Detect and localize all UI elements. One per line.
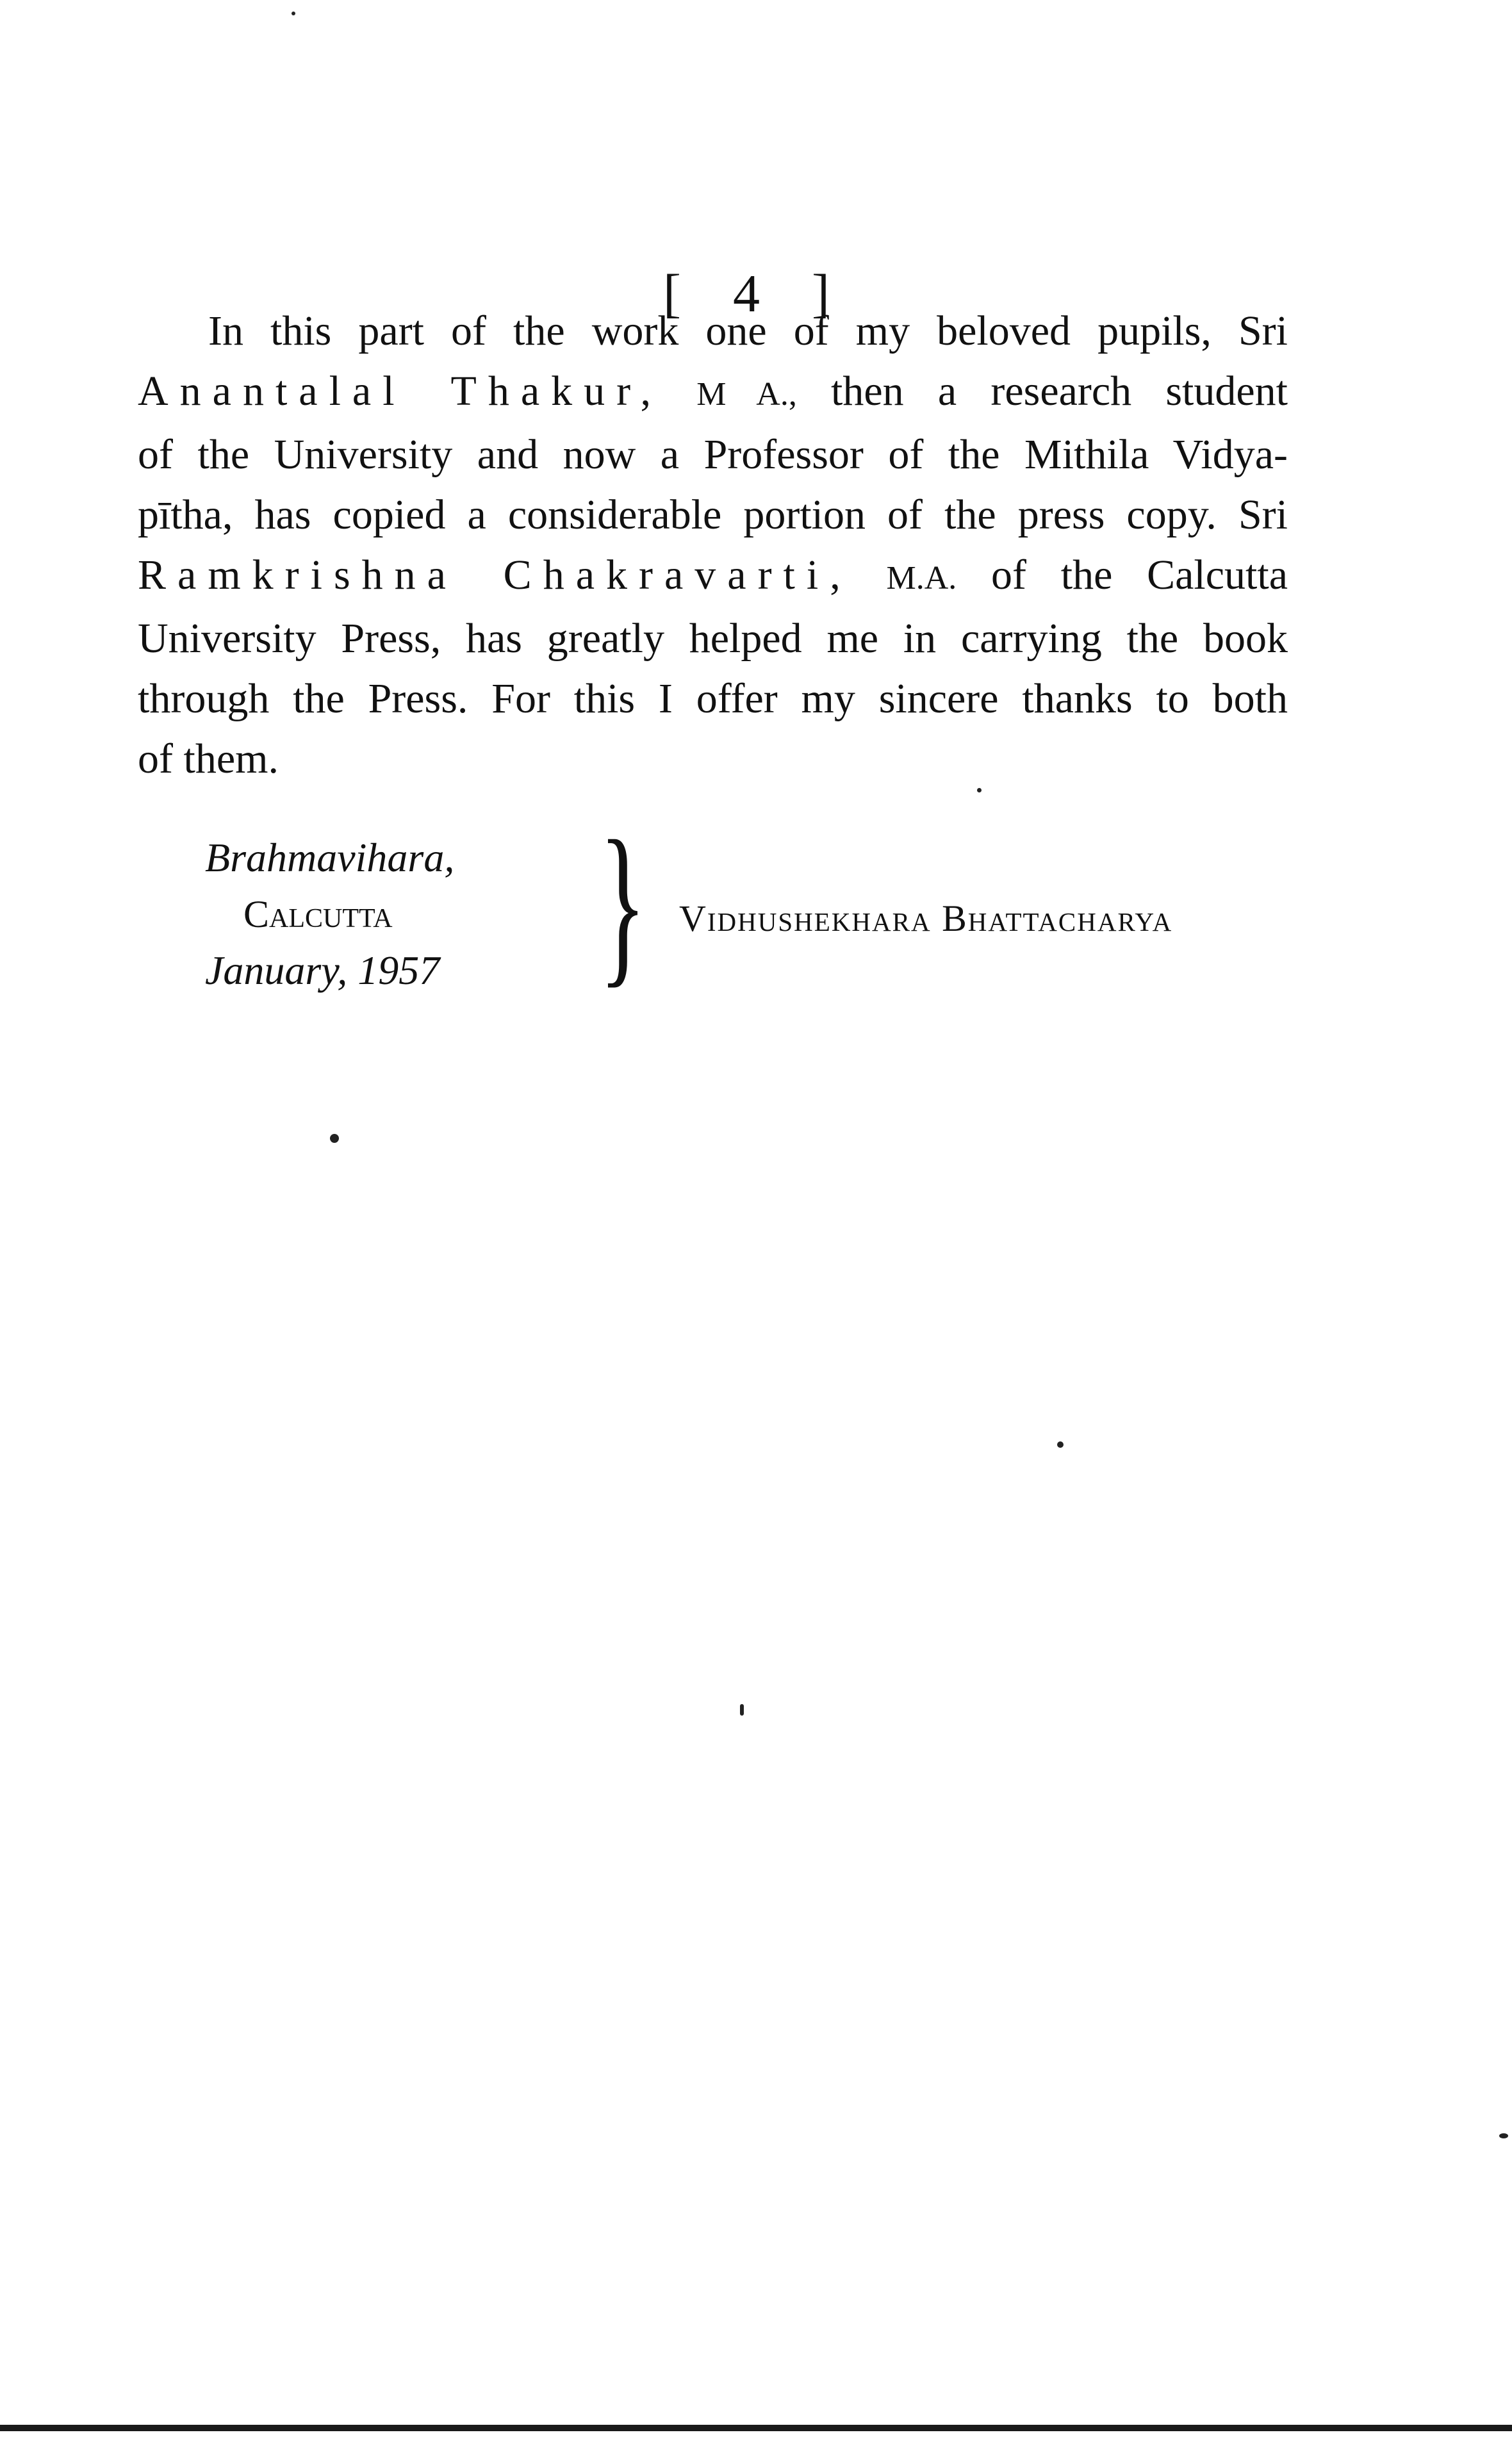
scan-speck xyxy=(330,1134,339,1143)
paragraph-line: In this part of the work one of my beloved pupils, Sri xyxy=(208,308,1288,354)
signature-place: Brahmavihara, xyxy=(205,835,455,880)
paragraph-line: pītha, has copied a considerable portion of the press copy. Sri xyxy=(138,491,1288,538)
paragraph-line: of them. xyxy=(138,735,279,782)
signature-block xyxy=(0,803,1512,1009)
acknowledgement-paragraph xyxy=(138,301,1288,789)
signature-city: Calcutta xyxy=(243,893,393,935)
signature-date: January, 1957 xyxy=(205,947,440,993)
curly-brace: } xyxy=(599,803,646,1003)
signature-place-date xyxy=(205,830,454,999)
paragraph-line xyxy=(138,361,1288,425)
paragraph-line: of the University and now a Professor of the Mithila Vidya- xyxy=(138,431,1288,478)
paragraph-text: of the Calcutta xyxy=(991,552,1288,598)
paragraph-line: University Press, has greatly helped me in carrying the book xyxy=(138,615,1288,662)
degree-abbrev: M.A. xyxy=(886,560,957,596)
page-number: [ 4 ] xyxy=(663,264,849,324)
scan-edge-rule xyxy=(0,2425,1512,2431)
person-name: Ramkrishna Chakravarti, xyxy=(138,552,852,598)
paragraph-text: then a research student xyxy=(831,368,1288,414)
scan-speck xyxy=(292,12,295,15)
scan-speck xyxy=(1499,2133,1508,2138)
scan-speck xyxy=(1057,1441,1064,1448)
scan-speck xyxy=(740,1704,744,1716)
scan-speck xyxy=(977,788,982,792)
signature-name: Vidhushekhara Bhattacharya xyxy=(679,898,1173,939)
degree-abbrev: M A., xyxy=(696,376,797,413)
person-name: Anantalal Thakur, xyxy=(138,368,663,414)
paragraph-line: through the Press. For this I offer my sincere thanks to both xyxy=(138,675,1288,722)
paragraph-line xyxy=(138,545,1288,609)
